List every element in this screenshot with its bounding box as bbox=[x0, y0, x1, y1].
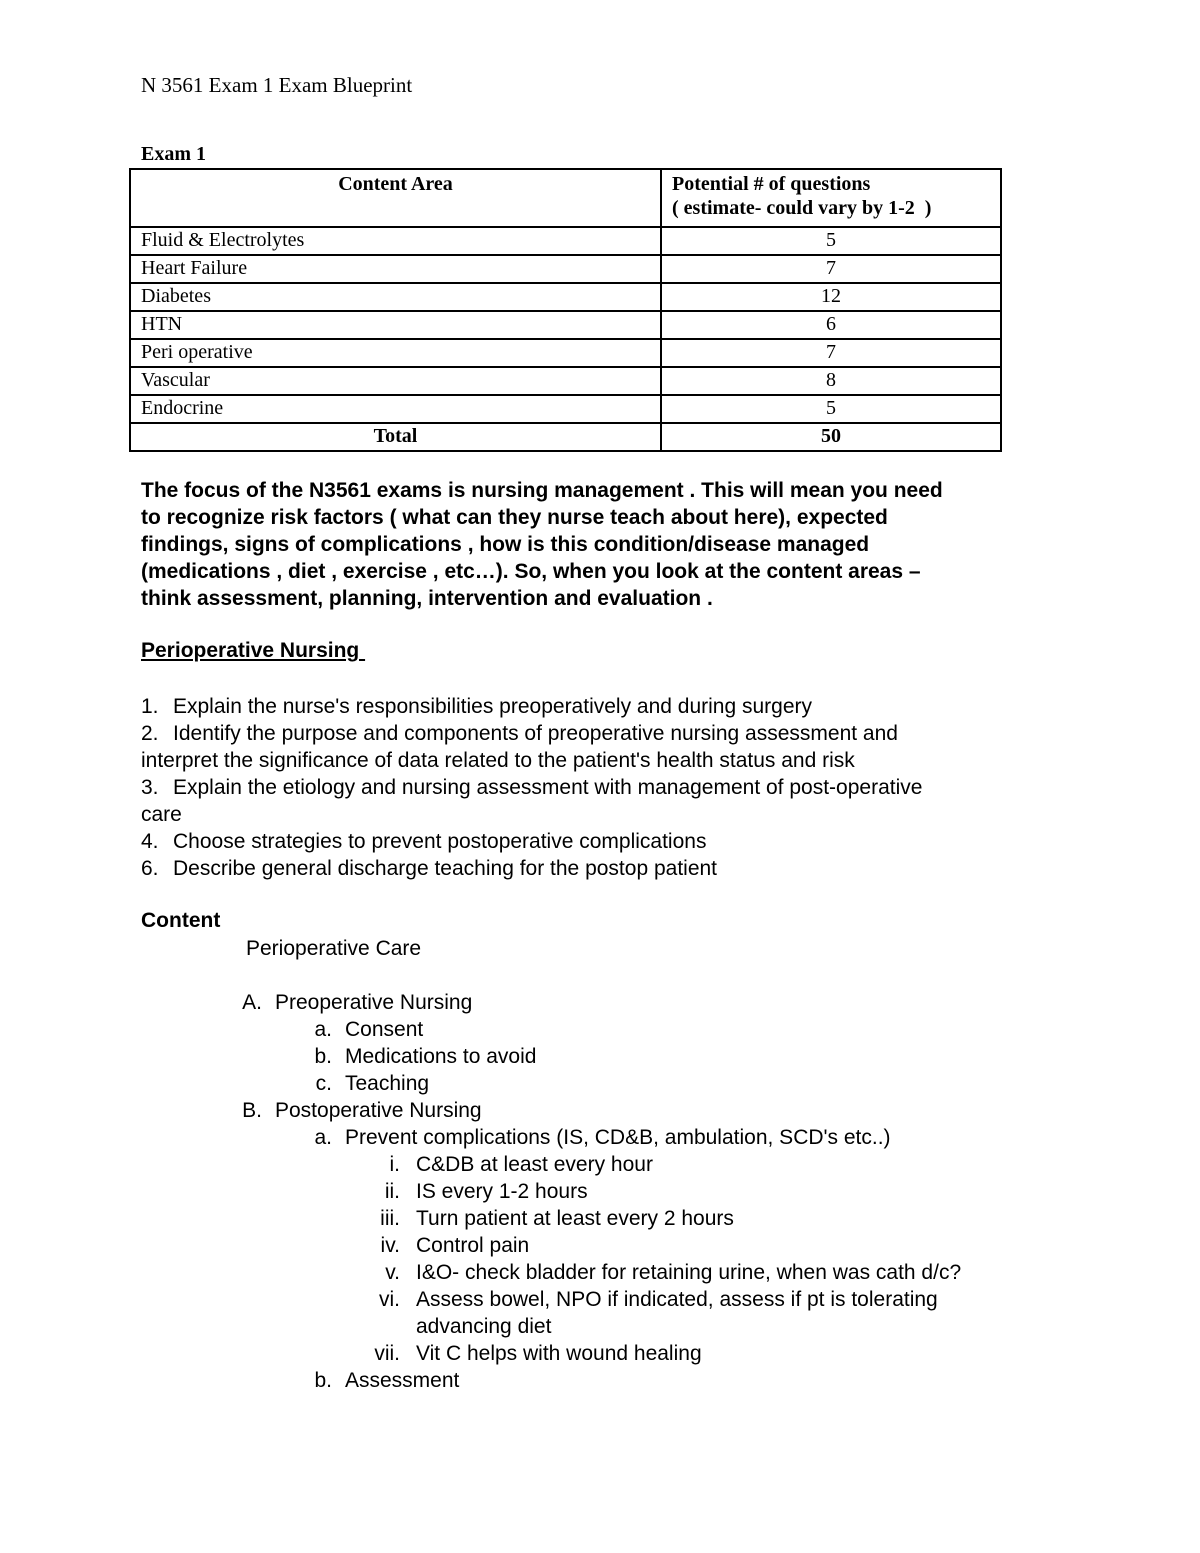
outline-marker: vii. bbox=[374, 1342, 400, 1365]
list-item: Vit C helps with wound healing bbox=[416, 1342, 702, 1365]
list-item bbox=[141, 828, 1041, 855]
table-total-row bbox=[130, 423, 1001, 451]
list-item: C&DB at least every hour bbox=[416, 1153, 653, 1176]
outline-marker: A. bbox=[242, 991, 262, 1014]
objective-number: 1. bbox=[141, 695, 159, 718]
content-area-header: Content Area bbox=[130, 169, 661, 227]
objective-text: Identify the purpose and components of preoperative nursing assessment and bbox=[173, 722, 898, 745]
document-title: N 3561 Exam 1 Exam Blueprint bbox=[141, 73, 413, 97]
list-item: Control pain bbox=[416, 1234, 530, 1257]
prevent-complications-label: Prevent complications (IS, CD&B, ambulation, SCD's etc..) bbox=[345, 1126, 891, 1149]
table-row bbox=[130, 227, 1001, 255]
objective-number: 2. bbox=[141, 722, 159, 745]
table-row bbox=[130, 367, 1001, 395]
question-count-cell: 5 bbox=[661, 227, 1001, 255]
focus-line: findings, signs of complications , how is this condition/disease managed bbox=[141, 533, 870, 556]
list-item bbox=[141, 774, 1041, 801]
list-item: Consent bbox=[345, 1018, 424, 1041]
objective-text: Explain the nurse's responsibilities preoperatively and during surgery bbox=[173, 695, 813, 718]
question-count-cell: 6 bbox=[661, 311, 1001, 339]
questions-header-line1: Potential # of questions bbox=[672, 173, 871, 195]
outline-marker: vi. bbox=[379, 1288, 400, 1311]
content-area-cell: Peri operative bbox=[130, 339, 661, 367]
outline-marker: a. bbox=[314, 1018, 332, 1041]
outline-marker: ii. bbox=[384, 1180, 400, 1203]
assessment-label: Assessment bbox=[345, 1369, 460, 1392]
table-row bbox=[130, 255, 1001, 283]
objective-number: 4. bbox=[141, 830, 159, 853]
objective-number: 6. bbox=[141, 857, 159, 880]
objective-text: Describe general discharge teaching for the postop patient bbox=[173, 857, 718, 880]
outline-marker: iii. bbox=[380, 1207, 400, 1230]
perioperative-nursing-heading: Perioperative Nursing bbox=[141, 639, 366, 662]
objectives-list bbox=[141, 693, 1041, 882]
question-count-cell: 5 bbox=[661, 395, 1001, 423]
content-area-cell: Endocrine bbox=[130, 395, 661, 423]
table-row bbox=[130, 395, 1001, 423]
outline-marker: iv. bbox=[380, 1234, 400, 1257]
question-count-cell: 7 bbox=[661, 255, 1001, 283]
questions-header bbox=[661, 169, 1001, 227]
list-item bbox=[141, 720, 1041, 747]
focus-line: think assessment, planning, intervention and evaluation . bbox=[141, 587, 713, 610]
questions-header-line2: ( estimate- could vary by 1-2 ) bbox=[672, 197, 932, 219]
perioperative-care-subheading: Perioperative Care bbox=[246, 937, 422, 960]
content-area-cell: HTN bbox=[130, 311, 661, 339]
total-label-cell: Total bbox=[130, 423, 661, 451]
focus-line: (medications , diet , exercise , etc…). So, when you look at the content areas – bbox=[141, 560, 921, 583]
outline-marker: c. bbox=[315, 1072, 332, 1095]
list-item bbox=[141, 693, 1041, 720]
content-area-cell: Fluid & Electrolytes bbox=[130, 227, 661, 255]
outline-marker: B. bbox=[242, 1099, 262, 1122]
list-item-continuation: advancing diet bbox=[416, 1315, 552, 1338]
outline-marker: b. bbox=[314, 1045, 332, 1068]
focus-paragraph bbox=[141, 477, 1061, 612]
list-item: Teaching bbox=[345, 1072, 430, 1095]
content-area-cell: Heart Failure bbox=[130, 255, 661, 283]
list-item bbox=[141, 855, 1041, 882]
total-value-cell: 50 bbox=[661, 423, 1001, 451]
table-header-row bbox=[130, 169, 1001, 227]
list-item: I&O- check bladder for retaining urine, when was cath d/c? bbox=[416, 1261, 962, 1284]
outline-marker: i. bbox=[389, 1153, 400, 1176]
content-area-cell: Vascular bbox=[130, 367, 661, 395]
outline-marker: v. bbox=[385, 1261, 400, 1284]
postoperative-nursing-label: Postoperative Nursing bbox=[275, 1099, 482, 1122]
content-outline bbox=[0, 935, 1200, 1394]
focus-line: to recognize risk factors ( what can they nurse teach about here), expected bbox=[141, 506, 888, 529]
question-count-cell: 12 bbox=[661, 283, 1001, 311]
table-row bbox=[130, 311, 1001, 339]
objective-continuation: care bbox=[141, 803, 182, 826]
objective-number: 3. bbox=[141, 776, 159, 799]
content-heading: Content bbox=[141, 909, 221, 932]
focus-line: The focus of the N3561 exams is nursing management . This will mean you need bbox=[141, 479, 943, 502]
table-row bbox=[130, 339, 1001, 367]
exam-heading: Exam 1 bbox=[141, 143, 206, 165]
question-count-cell: 8 bbox=[661, 367, 1001, 395]
objective-text: Explain the etiology and nursing assessment with management of post-operative bbox=[173, 776, 923, 799]
list-item: Assess bowel, NPO if indicated, assess if pt is tolerating bbox=[416, 1288, 938, 1311]
exam-blueprint-table bbox=[129, 168, 1002, 452]
preoperative-nursing-label: Preoperative Nursing bbox=[275, 991, 473, 1014]
list-item: IS every 1-2 hours bbox=[416, 1180, 588, 1203]
objective-text: Choose strategies to prevent postoperative complications bbox=[173, 830, 707, 853]
table-row bbox=[130, 283, 1001, 311]
outline-marker: a. bbox=[314, 1126, 332, 1149]
question-count-cell: 7 bbox=[661, 339, 1001, 367]
list-item: Turn patient at least every 2 hours bbox=[416, 1207, 734, 1230]
outline-marker: b. bbox=[314, 1369, 332, 1392]
objective-continuation: interpret the significance of data related to the patient's health status and risk bbox=[141, 749, 855, 772]
content-area-cell: Diabetes bbox=[130, 283, 661, 311]
list-item: Medications to avoid bbox=[345, 1045, 537, 1068]
